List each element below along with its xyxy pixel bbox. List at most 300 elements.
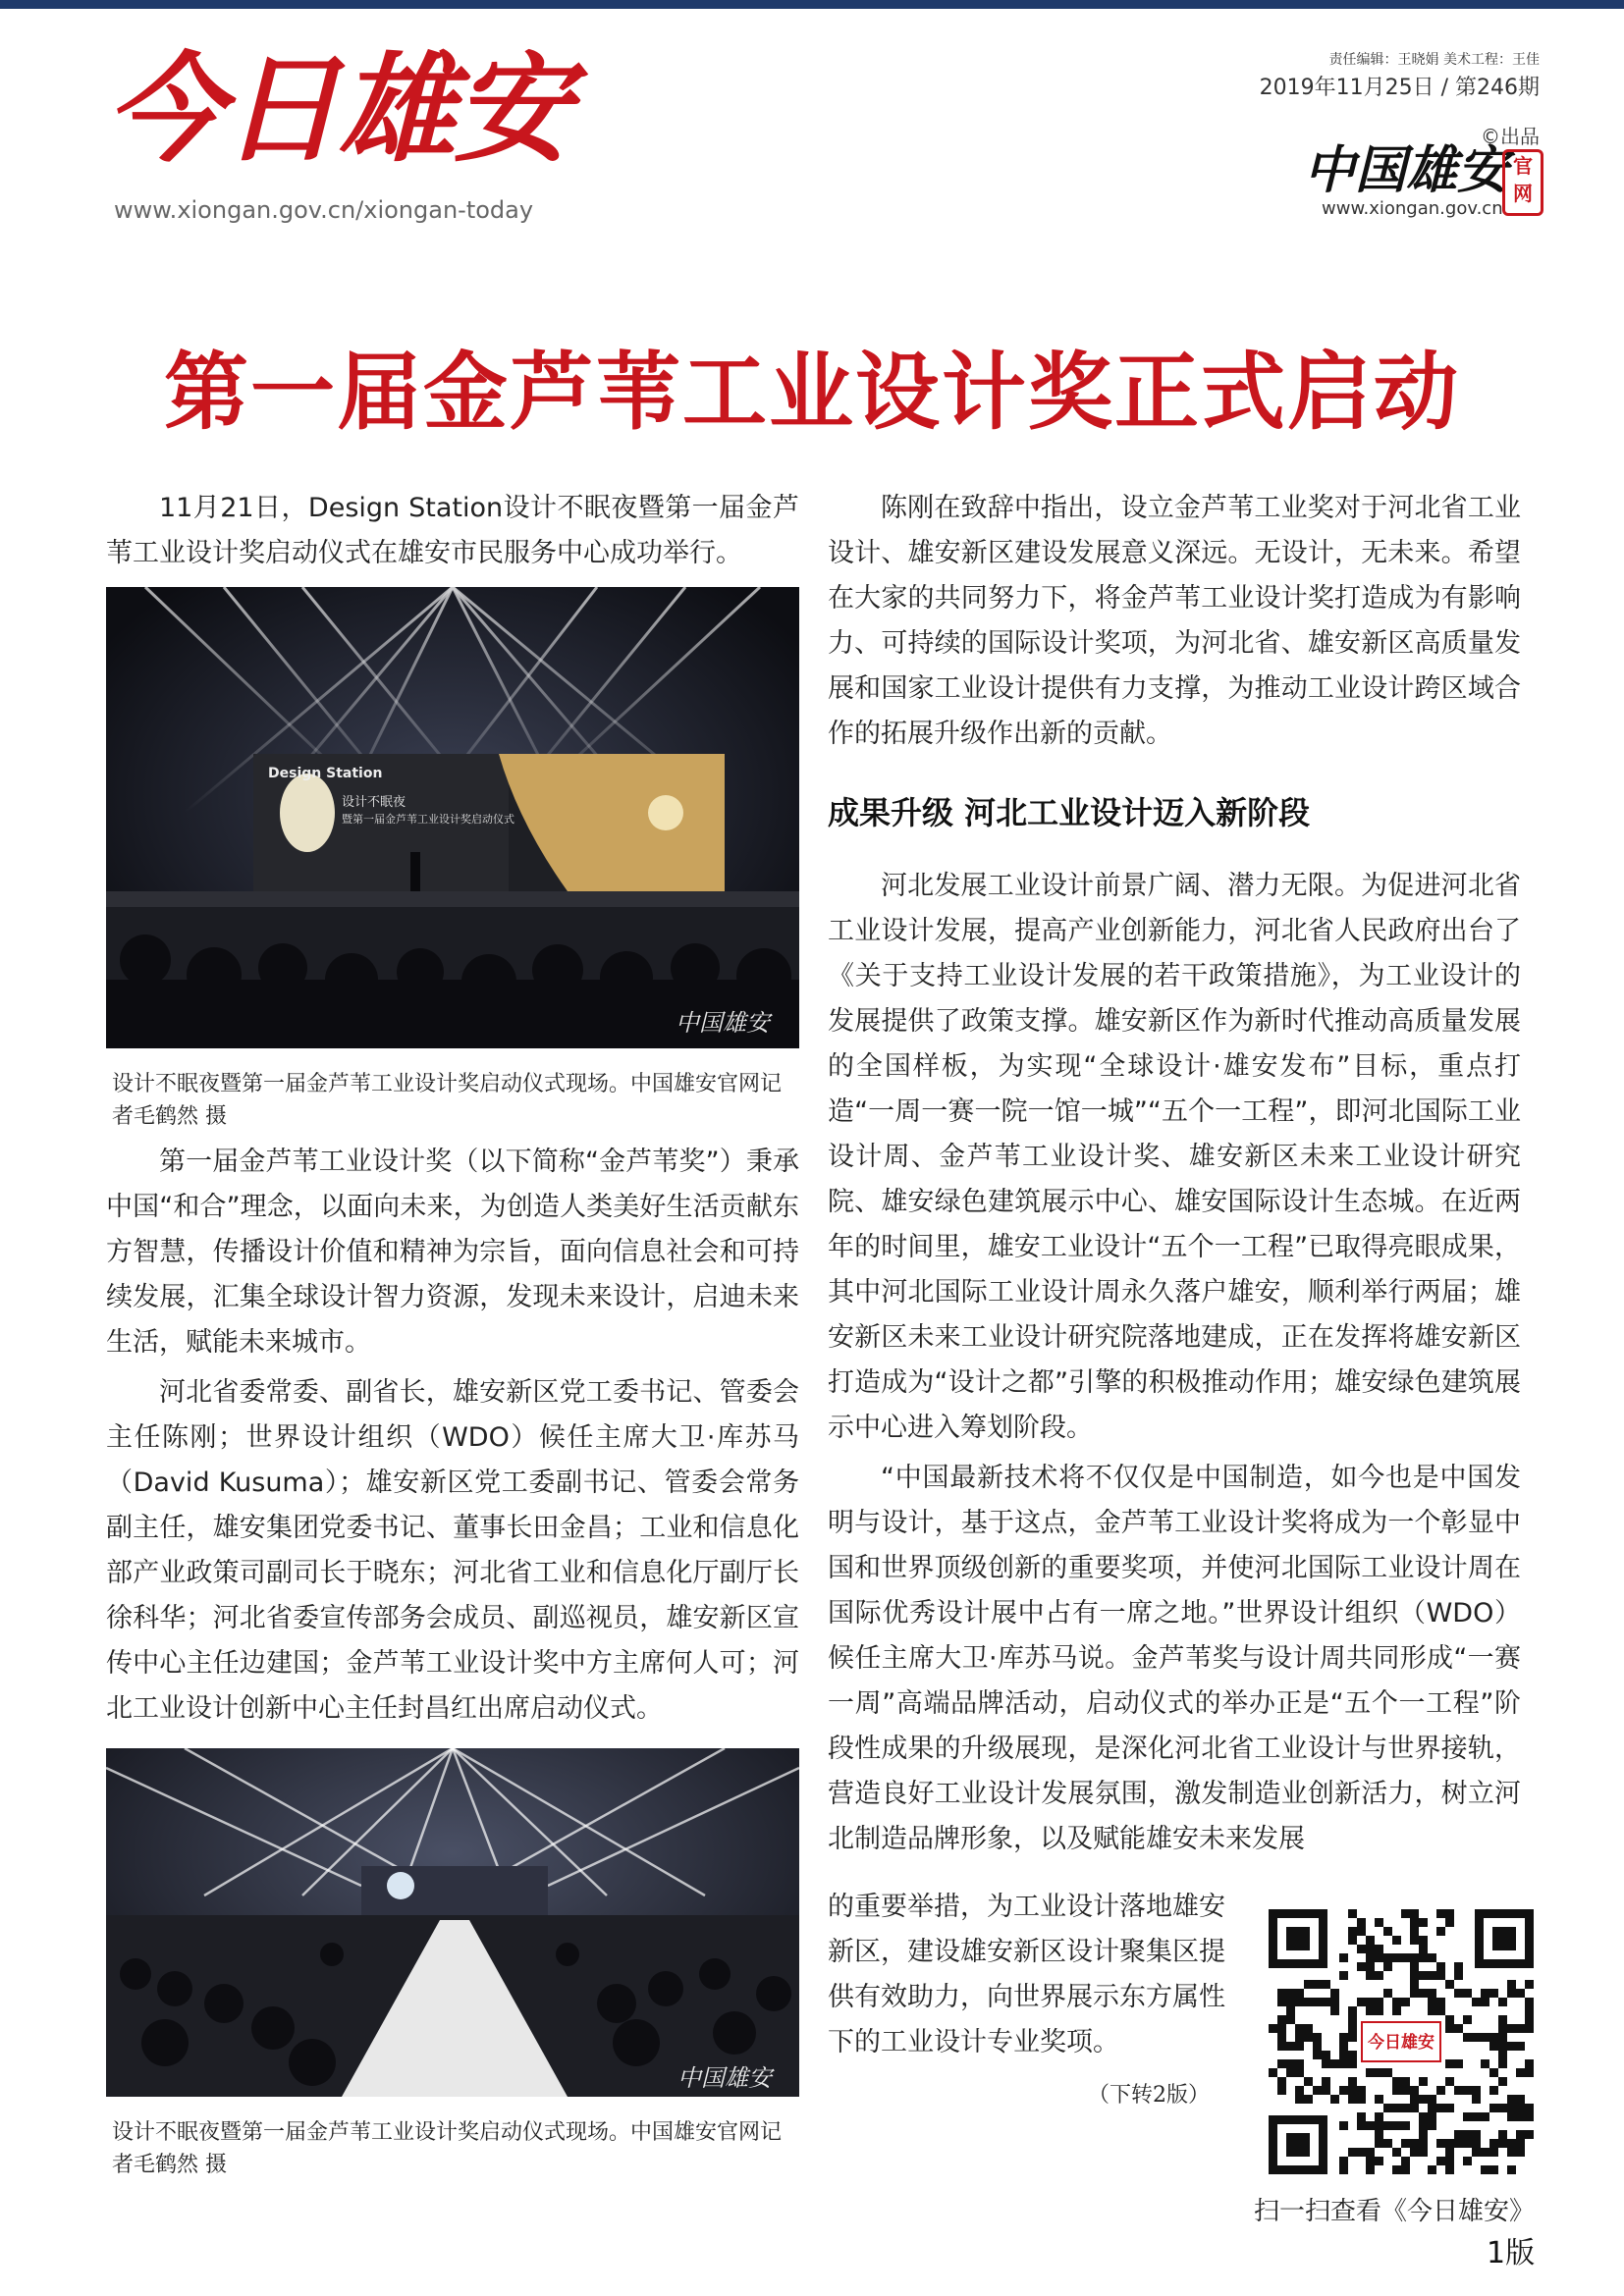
qr-module <box>1507 2042 1516 2051</box>
qr-module <box>1410 2148 1419 2157</box>
qr-module <box>1498 2059 1507 2068</box>
qr-module <box>1348 1936 1357 1945</box>
qr-module <box>1277 2077 1286 2086</box>
qr-module <box>1383 2139 1392 2148</box>
qr-module <box>1304 2077 1313 2086</box>
qr-module <box>1525 1998 1534 2006</box>
qr-module <box>1339 2086 1348 2095</box>
qr-module <box>1498 2104 1507 2112</box>
qr-module <box>1498 2077 1507 2086</box>
qr-module <box>1295 2068 1304 2077</box>
qr-module <box>1277 2086 1286 2095</box>
qr-module <box>1428 1998 1436 2006</box>
qr-module <box>1401 1953 1410 1962</box>
qr-module <box>1366 1945 1375 1953</box>
qr-module <box>1445 1909 1454 1918</box>
qr-module <box>1445 1980 1454 1989</box>
qr-module <box>1419 2112 1428 2121</box>
qr-module <box>1277 1998 1286 2006</box>
qr-module <box>1348 2015 1357 2024</box>
qr-module <box>1401 1998 1410 2006</box>
qr-module <box>1286 2068 1295 2077</box>
qr-module <box>1383 1989 1392 1998</box>
photo1-watermark: 中国雄安 <box>676 1009 770 1037</box>
qr-module <box>1481 1989 1489 1998</box>
photo1-screen-line2: 暨第一届金芦苇工业设计奖启动仪式 <box>342 813 514 826</box>
qr-module <box>1366 2165 1375 2174</box>
qr-module <box>1322 2077 1330 2086</box>
qr-module <box>1339 1953 1348 1962</box>
qr-module <box>1507 2165 1516 2174</box>
qr-module <box>1304 2095 1313 2104</box>
qr-module <box>1436 1971 1445 1980</box>
qr-module <box>1348 1909 1357 1918</box>
qr-module <box>1295 2095 1304 2104</box>
qr-module <box>1295 2086 1304 2095</box>
qr-module <box>1454 2130 1463 2139</box>
qr-module <box>1313 2051 1322 2059</box>
photo-caption-2: 设计不眠夜暨第一届金芦苇工业设计奖启动仪式现场。中国雄安官网记者毛鹤然 摄 <box>112 2120 783 2177</box>
qr-module <box>1428 2121 1436 2130</box>
qr-module <box>1436 1962 1445 1971</box>
qr-module <box>1392 2077 1401 2086</box>
qr-module <box>1357 1945 1366 1953</box>
qr-module <box>1383 2068 1392 2077</box>
qr-module <box>1463 2015 1472 2024</box>
qr-module <box>1436 1909 1445 1918</box>
qr-module <box>1463 2139 1472 2148</box>
qr-module <box>1498 2024 1507 2033</box>
qr-module <box>1269 2068 1277 2077</box>
qr-module <box>1410 1989 1419 1998</box>
qr-module <box>1330 1998 1339 2006</box>
qr-module <box>1339 2042 1348 2051</box>
qr-module <box>1463 2130 1472 2139</box>
page-number: 1版 <box>1487 2236 1536 2270</box>
qr-module <box>1428 2112 1436 2121</box>
qr-module <box>1357 2086 1366 2095</box>
qr-module <box>1445 2157 1454 2165</box>
qr-module <box>1507 2095 1516 2104</box>
qr-module <box>1366 2121 1375 2130</box>
photo2-watermark: 中国雄安 <box>677 2064 772 2092</box>
logo-url[interactable]: www.xiongan.gov.cn <box>1322 198 1503 219</box>
qr-module <box>1348 2006 1357 2015</box>
qr-module <box>1419 1989 1428 1998</box>
qr-module <box>1525 1980 1534 1989</box>
qr-module <box>1304 1980 1313 1989</box>
qr-module <box>1436 1927 1445 1936</box>
qr-module <box>1525 2130 1534 2139</box>
qr-module <box>1357 1998 1366 2006</box>
qr-module <box>1383 2121 1392 2130</box>
qr-module <box>1445 2077 1454 2086</box>
qr-module <box>1445 2165 1454 2174</box>
qr-module <box>1366 1962 1375 1971</box>
qr-module <box>1304 1998 1313 2006</box>
qr-module <box>1392 2148 1401 2157</box>
qr-module <box>1410 1953 1419 1962</box>
qr-module <box>1410 2104 1419 2112</box>
qr-module <box>1454 2139 1463 2148</box>
qr-module <box>1410 2139 1419 2148</box>
qr-module <box>1463 2112 1472 2121</box>
qr-module <box>1401 2104 1410 2112</box>
qr-module <box>1339 2165 1348 2174</box>
qr-module <box>1481 2059 1489 2068</box>
qr-module <box>1489 2139 1498 2148</box>
qr-module <box>1348 2148 1357 2157</box>
qr-module <box>1419 1936 1428 1945</box>
qr-module <box>1419 2095 1428 2104</box>
qr-center-label: 今日雄安 <box>1368 2033 1435 2053</box>
qr-module <box>1366 1998 1375 2006</box>
qr-module <box>1357 2121 1366 2130</box>
qr-module <box>1375 1953 1383 1962</box>
qr-module <box>1295 2059 1304 2068</box>
qr-module <box>1313 2042 1322 2051</box>
qr-module <box>1445 2148 1454 2157</box>
qr-module <box>1410 2086 1419 2095</box>
qr-module <box>1401 2157 1410 2165</box>
qr-module <box>1322 2059 1330 2068</box>
qr-module <box>1472 2112 1481 2121</box>
qr-module <box>1463 2157 1472 2165</box>
qr-module <box>1295 2042 1304 2051</box>
qr-module <box>1295 2033 1304 2042</box>
qr-module <box>1454 2059 1463 2068</box>
qr-module <box>1507 1989 1516 1998</box>
qr-module <box>1392 2006 1401 2015</box>
qr-module <box>1419 2148 1428 2157</box>
qr-module <box>1330 2059 1339 2068</box>
qr-module <box>1516 2068 1525 2077</box>
qr-module <box>1375 1945 1383 1953</box>
photo1-screen-title: Design Station <box>268 766 383 781</box>
qr-module <box>1392 2086 1401 2095</box>
qr-module <box>1516 2139 1525 2148</box>
qr-module <box>1445 2059 1454 2068</box>
qr-module <box>1348 2024 1357 2033</box>
masthead-url[interactable]: www.xiongan.gov.cn/xiongan-today <box>114 196 534 224</box>
qr-module <box>1348 2086 1357 2095</box>
qr-module <box>1525 2024 1534 2033</box>
qr-module <box>1498 2015 1507 2024</box>
qr-module <box>1410 1962 1419 1971</box>
qr-module <box>1375 2139 1383 2148</box>
top-color-bar <box>0 0 1624 9</box>
qr-module <box>1516 2024 1525 2033</box>
article-headline: 第一届金芦苇工业设计奖正式启动 <box>164 343 1460 442</box>
photo1-screen-line1: 设计不眠夜 <box>342 795 406 810</box>
qr-module <box>1498 2033 1507 2042</box>
qr-module <box>1339 1971 1348 1980</box>
qr-module <box>1516 2104 1525 2112</box>
qr-module <box>1472 2086 1481 2095</box>
qr-module <box>1277 2033 1286 2042</box>
qr-module <box>1472 1998 1481 2006</box>
qr-module <box>1392 2165 1401 2174</box>
qr-module <box>1472 2139 1481 2148</box>
qr-module <box>1445 2104 1454 2112</box>
qr-module <box>1481 2165 1489 2174</box>
qr-module <box>1489 2165 1498 2174</box>
qr-module <box>1489 2033 1498 2042</box>
qr-module <box>1357 1927 1366 1936</box>
qr-module <box>1339 2051 1348 2059</box>
qr-module <box>1401 2165 1410 2174</box>
right-paragraph-1: 陈刚在致辞中指出，设立金芦苇工业奖对于河北省工业设计、雄安新区建设发展意义深远。无设计，无未来。希望在大家的共同努力下，将金芦苇工业设计奖打造成为有影响力、可持续的国际设计奖项，为河北省、雄安新区高质量发展和国家工业设计提供有力支撑，为推动工业设计跨区域合作的拓展升级作出新的贡献。 <box>828 493 1521 749</box>
qr-module <box>1428 2104 1436 2112</box>
qr-module <box>1481 2033 1489 2042</box>
qr-module <box>1525 2068 1534 2077</box>
masthead-title: 今日雄安 <box>106 40 569 179</box>
qr-module <box>1419 1953 1428 1962</box>
qr-module <box>1348 2051 1357 2059</box>
qr-module <box>1401 2077 1410 2086</box>
qr-module <box>1286 1998 1295 2006</box>
qr-module <box>1277 2024 1286 2033</box>
issue-date: 2019年11月25日 / 第246期 <box>1259 76 1540 100</box>
qr-module <box>1410 2095 1419 2104</box>
qr-module <box>1322 1980 1330 1989</box>
qr-module <box>1375 2112 1383 2121</box>
qr-module <box>1525 2006 1534 2015</box>
qr-module <box>1375 1971 1383 1980</box>
qr-module <box>1454 1971 1463 1980</box>
qr-module <box>1428 2006 1436 2015</box>
qr-module <box>1348 2059 1357 2068</box>
qr-module <box>1348 2095 1357 2104</box>
qr-module <box>1286 2006 1295 2015</box>
qr-module <box>1428 1971 1436 1980</box>
qr-module <box>1330 1989 1339 1998</box>
qr-module <box>1507 2139 1516 2148</box>
left-paragraph-2: 第一届金芦苇工业设计奖（以下简称“金芦苇奖”）秉承中国“和合”理念，以面向未来，为创造人类美好生活贡献东方智慧，传播设计价值和精神为宗旨，面向信息社会和可持续发展，汇集全球设计智力资源，发现未来设计，启迪未来生活，赋能未来城市。 <box>106 1147 799 1358</box>
qr-module <box>1428 1989 1436 1998</box>
qr-module <box>1277 2059 1286 2068</box>
right-paragraph-3: “中国最新技术将不仅仅是中国制造，如今也是中国发明与设计，基于这点，金芦苇工业设计奖将成为一个彰显中国和世界顶级创新的重要奖项，并使河北国际工业设计周在国际优秀设计展中占有一席之地。”世界设计组织（WDO）候任主席大卫·库苏马说。金芦苇奖与设计周共同形成“一赛一周”高端品牌活动，启动仪式的举办正是“五个一工程”阶段性成果的升级展现，是深化河北省工业设计与世界接轨，营造良好工业设计发展氛围，激发制造业创新活力，树立河北制造品牌形象，以及赋能雄安未来发展 <box>828 1463 1521 1854</box>
qr-module <box>1410 1971 1419 1980</box>
qr-module <box>1304 2033 1313 2042</box>
qr-module <box>1410 1918 1419 1927</box>
qr-module <box>1489 2068 1498 2077</box>
qr-module <box>1357 1918 1366 1927</box>
qr-module <box>1481 2148 1489 2157</box>
qr-module <box>1507 2148 1516 2157</box>
qr-module <box>1269 2024 1277 2033</box>
qr-module <box>1428 2095 1436 2104</box>
editor-credits: 责任编辑：王晓娟 美术工程：王佳 <box>1328 52 1540 68</box>
continued-note: （下转2版） <box>1088 2083 1210 2108</box>
qr-module <box>1419 2139 1428 2148</box>
right-paragraph-3-tail: 的重要举措，为工业设计落地雄安新区，建设雄安新区设计聚集区提供有效助力，向世界展示东方属性下的工业设计专业奖项。 <box>828 1892 1225 2057</box>
qr-module <box>1348 1927 1357 1936</box>
qr-module <box>1419 1918 1428 1927</box>
qr-module <box>1375 2095 1383 2104</box>
qr-module <box>1366 1936 1375 1945</box>
qr-module <box>1286 1989 1295 1998</box>
qr-module <box>1445 2139 1454 2148</box>
qr-module <box>1472 2148 1481 2157</box>
qr-module <box>1489 2042 1498 2051</box>
right-paragraph-2: 河北发展工业设计前景广阔、潜力无限。为促进河北省工业设计发展，提高产业创新能力，河北省人民政府出台了《关于支持工业设计发展的若干政策措施》，为工业设计的发展提供了政策支撑。雄安新区作为新时代推动高质量发展的全国样板，为实现“全球设计·雄安发布”目标，重点打造“一周一赛一院一馆一城”“五个一工程”，即河北国际工业设计周、金芦苇工业设计奖、雄安新区未来工业设计研究院、雄安绿色建筑展示中心、雄安国际设计生态城。在近两年的时间里，雄安工业设计“五个一工程”已取得亮眼成果，其中河北国际工业设计周永久落户雄安，顺利举行两届；雄安新区未来工业设计研究院落地建成，正在发挥将雄安新区打造成为“设计之都”引擎的积极推动作用；雄安绿色建筑展示中心进入筹划阶段。 <box>828 871 1521 1443</box>
qr-module <box>1375 2121 1383 2130</box>
qr-module <box>1286 2015 1295 2024</box>
qr-module <box>1472 2095 1481 2104</box>
qr-module <box>1525 2015 1534 2024</box>
qr-module <box>1401 2121 1410 2130</box>
qr-module <box>1516 2112 1525 2121</box>
qr-module <box>1419 2130 1428 2139</box>
qr-module <box>1507 2024 1516 2033</box>
qr-module <box>1436 2104 1445 2112</box>
qr-module <box>1410 1936 1419 1945</box>
qr-module <box>1375 2130 1383 2139</box>
qr-module <box>1445 2015 1454 2024</box>
qr-module <box>1366 1953 1375 1962</box>
qr-module <box>1428 2165 1436 2174</box>
qr-module <box>1454 1962 1463 1971</box>
qr-module <box>1525 2059 1534 2068</box>
qr-module <box>1472 2130 1481 2139</box>
qr-module <box>1313 1980 1322 1989</box>
qr-module <box>1445 2024 1454 2033</box>
qr-module <box>1516 2148 1525 2157</box>
banquet-scene-graphic <box>106 1748 799 2097</box>
qr-module <box>1419 2077 1428 2086</box>
qr-module <box>1357 2112 1366 2121</box>
qr-module <box>1366 2157 1375 2165</box>
qr-module <box>1375 2068 1383 2077</box>
left-paragraph-3: 河北省委常委、副省长，雄安新区党工委书记、管委会主任陈刚；世界设计组织（WDO）候任主席大卫·库苏马（David Kusuma）；雄安新区党工委副书记、管委会常务副主任，雄安集团党委书记、董事长田金昌；工业和信息化部产业政策司副司长于晓东；河北省工业和信息化厅副厅长徐科华；河北省委宣传部务会成员、副巡视员，雄安新区宣传中心主任边建国；金芦苇工业设计奖中方主席何人可；河北工业设计创新中心主任封昌红出席启动仪式。 <box>106 1377 799 1724</box>
qr-module <box>1516 2042 1525 2051</box>
qr-module <box>1498 2130 1507 2139</box>
photo-caption-1: 设计不眠夜暨第一届金芦苇工业设计奖启动仪式现场。中国雄安官网记者毛鹤然 摄 <box>112 1072 783 1129</box>
qr-module <box>1366 2068 1375 2077</box>
qr-module <box>1330 2006 1339 2015</box>
section-subhead: 成果升级 河北工业设计迈入新阶段 <box>828 794 1311 831</box>
qr-module <box>1498 2051 1507 2059</box>
qr-module <box>1277 2042 1286 2051</box>
qr-module <box>1436 2006 1445 2015</box>
qr-module <box>1339 2157 1348 2165</box>
qr-module <box>1366 2006 1375 2015</box>
qr-module <box>1410 1980 1419 1989</box>
qr-module <box>1383 1927 1392 1936</box>
qr-module <box>1472 2033 1481 2042</box>
qr-module <box>1481 2112 1489 2121</box>
qr-module <box>1401 2139 1410 2148</box>
qr-module <box>1489 2148 1498 2157</box>
qr-code[interactable] <box>1269 1909 1534 2174</box>
qr-module <box>1410 1909 1419 1918</box>
event-photo-2 <box>106 1748 799 2097</box>
qr-module <box>1419 2121 1428 2130</box>
qr-module <box>1366 1971 1375 1980</box>
qr-module <box>1463 1989 1472 1998</box>
qr-module <box>1339 2059 1348 2068</box>
qr-module <box>1295 1998 1304 2006</box>
copyright-label: ©出品 <box>1481 125 1540 148</box>
qr-module <box>1463 2086 1472 2095</box>
qr-module <box>1498 2139 1507 2148</box>
qr-module <box>1436 2157 1445 2165</box>
qr-module <box>1330 2095 1339 2104</box>
qr-module <box>1516 2095 1525 2104</box>
qr-module <box>1436 2139 1445 2148</box>
qr-module <box>1313 2086 1322 2095</box>
qr-module <box>1366 2148 1375 2157</box>
qr-module <box>1313 1998 1322 2006</box>
qr-module <box>1410 1927 1419 1936</box>
qr-module <box>1322 1998 1330 2006</box>
qr-module <box>1322 2051 1330 2059</box>
qr-module <box>1516 2130 1525 2139</box>
qr-module <box>1383 2104 1392 2112</box>
qr-module <box>1454 2086 1463 2095</box>
qr-module <box>1348 2077 1357 2086</box>
china-xiongan-logo: 中国雄安 <box>1304 140 1509 200</box>
qr-module <box>1525 2104 1534 2112</box>
qr-module <box>1322 2086 1330 2095</box>
qr-module <box>1304 2024 1313 2033</box>
qr-module <box>1507 2112 1516 2121</box>
qr-module <box>1339 2121 1348 2130</box>
qr-module <box>1419 1945 1428 1953</box>
qr-module <box>1313 2033 1322 2042</box>
qr-module <box>1436 2086 1445 2095</box>
qr-module <box>1454 2024 1463 2033</box>
qr-module <box>1525 2112 1534 2121</box>
qr-module <box>1489 2086 1498 2095</box>
qr-module <box>1277 2015 1286 2024</box>
qr-module <box>1454 1989 1463 1998</box>
qr-module <box>1375 2006 1383 2015</box>
qr-module <box>1445 1918 1454 1927</box>
qr-module <box>1419 1971 1428 1980</box>
qr-module <box>1339 2033 1348 2042</box>
qr-module <box>1392 1936 1401 1945</box>
qr-module <box>1507 2104 1516 2112</box>
qr-module <box>1375 1918 1383 1927</box>
event-photo-1 <box>106 587 799 1048</box>
qr-module <box>1375 2157 1383 2165</box>
qr-module <box>1375 1998 1383 2006</box>
qr-module <box>1383 1953 1392 1962</box>
qr-module <box>1481 1998 1489 2006</box>
qr-module <box>1392 1953 1401 1962</box>
qr-module <box>1392 2104 1401 2112</box>
qr-module <box>1357 1962 1366 1971</box>
qr-module <box>1428 1953 1436 1962</box>
qr-module <box>1463 2033 1472 2042</box>
official-site-seal: 官网 <box>1502 149 1543 216</box>
qr-module <box>1286 2059 1295 2068</box>
qr-caption: 扫一扫查看《今日雄安》 <box>1254 2197 1536 2226</box>
qr-module <box>1436 1998 1445 2006</box>
qr-module <box>1357 2095 1366 2104</box>
qr-module <box>1516 1989 1525 1998</box>
qr-module <box>1277 1989 1286 1998</box>
qr-module <box>1401 1909 1410 1918</box>
qr-module <box>1295 2024 1304 2033</box>
qr-module <box>1507 1980 1516 1989</box>
qr-module <box>1392 2121 1401 2130</box>
qr-module <box>1357 2148 1366 2157</box>
qr-module <box>1401 2086 1410 2095</box>
qr-module <box>1498 1998 1507 2006</box>
